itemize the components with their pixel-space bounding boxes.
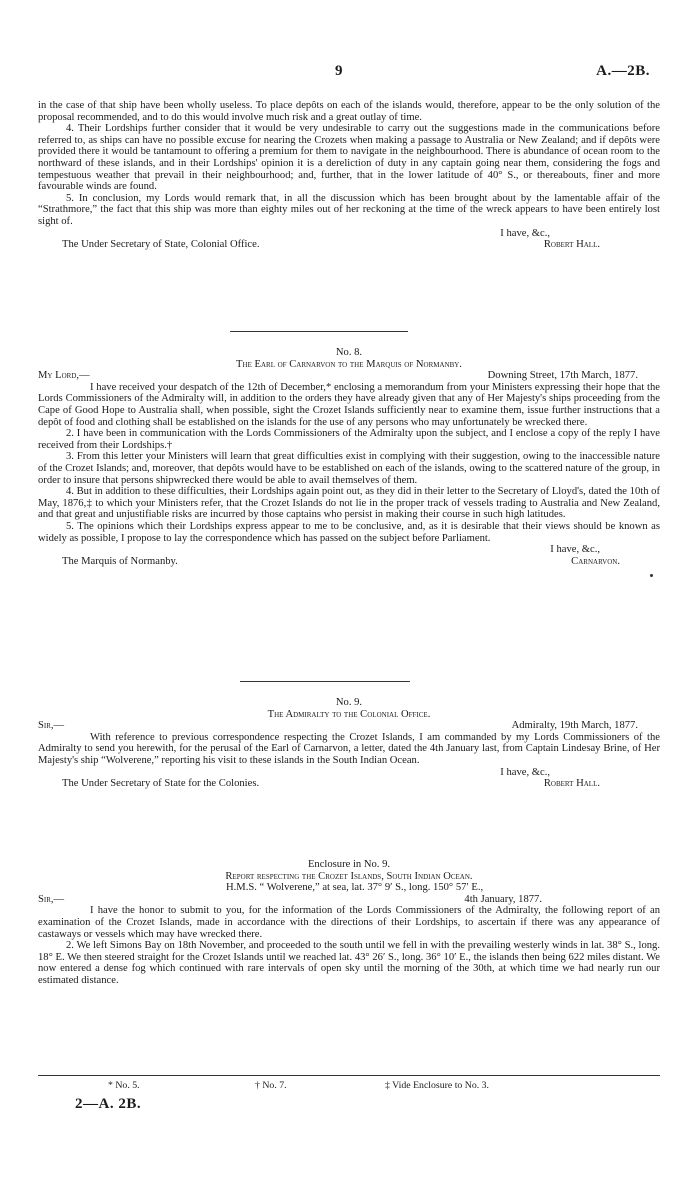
enclosure-no-9 [38,859,660,987]
signature: Robert Hall. [543,778,600,790]
signature-row [38,239,660,251]
footer-reference: 2—A. 2B. [75,1096,142,1112]
enclosure-title: Enclosure in No. 9. [307,859,391,870]
letter-number: No. 8. [335,347,363,358]
dateline: Downing Street, 17th March, 1877. [487,370,638,382]
closing: I have, &c., [550,544,600,556]
letter-heading: The Admiralty to the Colonial Office. [267,708,431,720]
paragraph: I have the honor to submit to you, for the information of the Lords Commissioners of the Admiralty, the following report of an examination of the Crozet Islands, made in accordance with the directions of their Lordships, to ascertain if there was any appearance of castaways or vessels which may have wrecked there. [38,905,660,940]
signature: Robert Hall. [543,239,600,251]
paragraph: 5. The opinions which their Lordships express appear to me to be conclusive, and, as it is desirable that their views should be known as widely as possible, I propose to lay the correspondence which has passed on the subject before Parliament. [38,520,660,544]
salutation-row [38,894,660,906]
salutation-row [38,720,660,732]
enclosure-heading: Report respecting the Crozet Islands, South Indian Ocean. [225,870,473,882]
dateline: Admiralty, 19th March, 1877. [511,720,638,732]
footnote-double-dagger: ‡ Vide Enclosure to No. 3. [385,1080,489,1091]
recipient: The Marquis of Normanby. [62,555,178,567]
continued-letter [38,100,660,251]
ink-mark [650,574,653,577]
paragraph: 2. We left Simons Bay on 18th November, and proceeded to the south until we fell in with the prevailing westerly winds in lat. 38° S., long. 18° E. We then steered straight for the Crozet Islands until we reached lat. 43° 26′ S., long. 36° 10′ E., the islands then being 622 miles distant. We now entered a dense fog which continued with rare intervals of open sky until the morning of the 30th, at which time we had nearly run our estimated distance. [38,940,660,986]
paragraph: 4. Their Lordships further consider that it would be very undesirable to carry out the suggestions made in the communications before referred to, as ships can have no possible excuse for nearing the Crozets when making a passage to Australia or New Zealand; and if depôts were provided there it would be tantamount to offering a premium for them to navigate in the neighbourhood. There is abundance of ocean room to the northward of these islands, and in their Lordships' opinion it is a dereliction of duty in any captain going near them, considering the fogs and tempestuous weather that prevail in their neighbourhood; and, further, that in the lower latitude of 40° S., or thereabouts, finer and more favourable winds are found. [38,123,660,193]
salutation: Sir,— [38,720,65,732]
signature: Carnarvon. [571,555,620,567]
paragraph: I have received your despatch of the 12th of December,* enclosing a memorandum from your Ministers expressing their hope that the Lords Commissioners of the Admiralty will, in addition to the orders they have already given that any of Her Majesty's ships proceeding from the Cape of Good Hope to Australia shall, when possible, sight the Crozet Islands sufficiently near to examine them, issue further instructions that a depôt of food and clothing shall be established on the islands for the use of any persons who may unfortunately be wrecked there. [38,381,660,428]
signature-row [38,778,660,790]
signature-row [38,556,660,568]
document-reference: A.—2B. [596,63,650,79]
section-divider [230,331,408,332]
footnote-dagger: † No. 7. [255,1080,287,1091]
letter-no-8 [38,347,660,567]
salutation: My Lord,— [38,370,90,382]
footnote-rule [38,1075,660,1076]
recipient: The Under Secretary of State for the Colonies. [62,778,260,790]
section-divider [240,681,410,682]
paragraph: in the case of that ship have been wholly useless. To place depôts on each of the islands would, therefore, appear to be the only solution of the proposal recommended, and to do this would involve much risk and a great outlay of time. [38,100,660,123]
letter-heading: The Earl of Carnarvon to the Marquis of Normanby. [236,358,462,370]
salutation-row [38,370,660,382]
paragraph: With reference to previous correspondence respecting the Crozet Islands, I am commanded by my Lords Commissioners of the Admiralty to send you herewith, for the perusal of the Earl of Carnarvon, a letter, dated the 4th January last, from Captain Lindesay Brine, of Her Majesty's ship “Wolverene,” reporting his visit to these islands in the South Indian Ocean. [38,731,660,766]
paragraph: 2. I have been in communication with the Lords Commissioners of the Admiralty upon the subject, and I enclose a copy of the reply I have received from their Lordships.† [38,428,660,451]
report-date: 4th January, 1877. [464,893,542,905]
closing: I have, &c., [500,227,550,239]
paragraph: 3. From this letter your Ministers will learn that great difficulties exist in complying with their suggestion, owing to the inaccessible nature of the Crozet Islands; and, moreover, that depôts would have to be established on each of the islands, owing to the scattered nature of the group, in order to insure that persons shipwrecked there would be able to avail themselves of them. [38,451,660,486]
recipient: The Under Secretary of State, Colonial Office. [62,239,260,251]
salutation: Sir,— [38,893,65,905]
paragraph: 5. In conclusion, my Lords would remark that, in all the discussion which has been brought about by the lamentable affair of the “Strathmore,” the fact that this ship was more than eighty miles out of her reckoning at the time of the wreck appears to have been entirely lost sight of. [38,192,660,227]
paragraph: 4. But in addition to these difficulties, their Lordships again point out, as they did in their letter to the Secretary of Lloyd's, dated the 10th of May, 1876,‡ to which your Ministers refer, that the Crozet Islands do not lie in the proper track of vessels trading to Australia and New Zealand, and that great and unjustifiable risks are incurred by those captains who persist in making their course in such high latitudes. [38,486,660,521]
location-line: H.M.S. “ Wolverene,” at sea, lat. 37° 9′ S., long. 150° 57′ E., [226,882,484,894]
letter-number: No. 9. [335,697,363,708]
page-number: 9 [335,63,343,79]
closing: I have, &c., [500,766,550,778]
letter-no-9 [38,697,660,790]
footnote-star: * No. 5. [108,1080,140,1091]
